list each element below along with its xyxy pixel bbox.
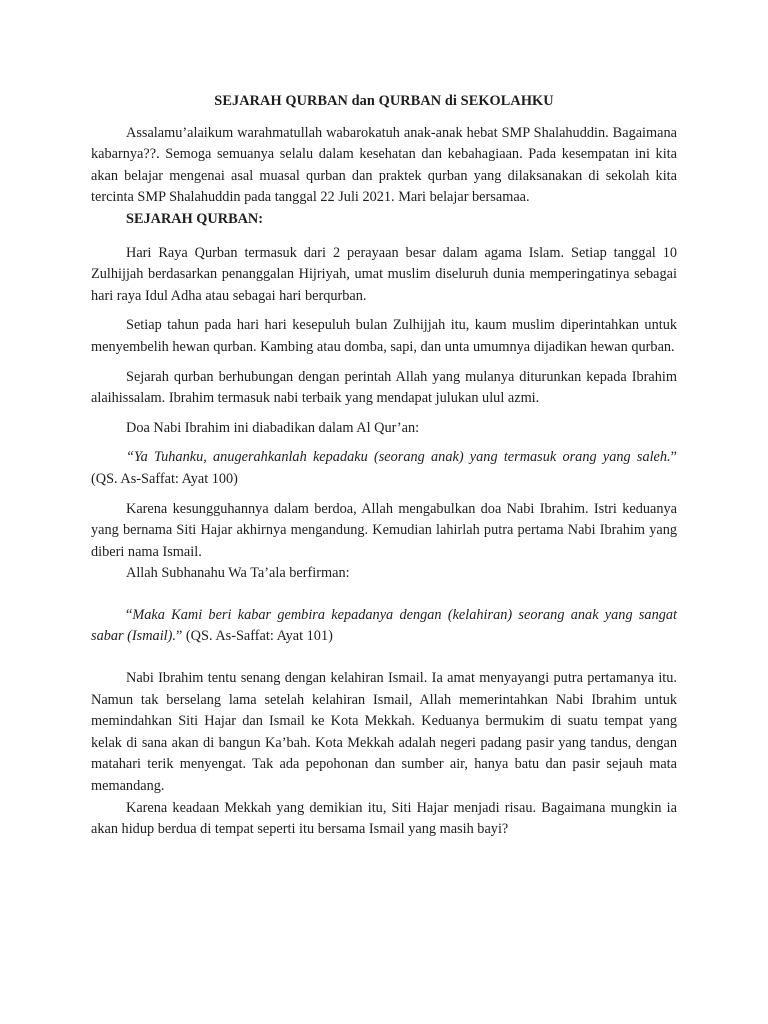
- quote-1-text: “Ya Tuhanku, anugerahkanlah kepadaku (seorang anak) yang termasuk orang yang saleh.: [126, 449, 671, 466]
- quote-2: [91, 605, 677, 648]
- paragraph-3: Sejarah qurban berhubungan dengan perintah Allah yang mulanya diturunkan kepada Ibrahim alaihissalam. Ibrahim termasuk nabi terbaik yang mendapat julukan ulul azmi.: [91, 368, 677, 407]
- intro-paragraph: Assalamu’alaikum warahmatullah wabarokatuh anak-anak hebat SMP Shalahuddin. Bagaimana kabarnya??. Semoga semuanya selalu dalam kesehatan dan kebahagiaan. Pada kesempatan ini kita akan belajar mengenai asal muasal qurban dan praktek qurban yang dilaksanakan di sekolah kita tercinta SMP Shalahuddin pada tanggal 22 Juli 2021. Mari belajar bersamaa.: [91, 124, 677, 206]
- quote-2-text: Maka Kami beri kabar gembira kepadanya dengan (kelahiran) seorang anak yang sangat sabar (Ismail).: [91, 606, 677, 645]
- quote-2-reference: ” (QS. As-Saffat: Ayat 101): [176, 628, 333, 645]
- paragraph-2: Setiap tahun pada hari hari kesepuluh bulan Zulhijjah itu, kaum muslim diperintahkan untuk menyembelih hewan qurban. Kambing atau domba, sapi, dan unta umumnya dijadikan hewan qurban.: [91, 317, 677, 355]
- paragraph-7: Nabi Ibrahim tentu senang dengan kelahiran Ismail. Ia amat menyayangi putra pertamanya itu. Namun tak berselang lama setelah kelahiran Ismail, Allah memerintahkan Nabi Ibrahim untuk memindahkan Siti Hajar dan Ismail ke Kota Mekkah. Keduanya bermukim di suatu tempat yang kelak di sana akan di bangun Ka’bah. Kota Mekkah adalah negeri padang pasir yang tandus, dengan matahari terik menyengat. Tak ada pepohonan dan sumber air, hanya batu dan pasir sejauh mata memandang.: [91, 670, 677, 795]
- quote-2-open-mark: “: [126, 606, 133, 623]
- section-heading: SEJARAH QURBAN:: [126, 210, 264, 227]
- paragraph-5: Karena kesungguhannya dalam berdoa, Allah mengabulkan doa Nabi Ibrahim. Istri keduanya yang bernama Siti Hajar akhirnya mengandung. Kemudian lahirlah putra pertama Nabi Ibrahim yang diberi nama Ismail.: [91, 500, 677, 560]
- paragraph-8: Karena keadaan Mekkah yang demikian itu, Siti Hajar menjadi risau. Bagaimana mungkin ia akan hidup berdua di tempat seperti itu bersama Ismail yang masih bayi?: [91, 799, 677, 838]
- paragraph-6: Allah Subhanahu Wa Ta’ala berfirman:: [126, 565, 350, 582]
- document-body: [91, 91, 677, 841]
- paragraph-1: Hari Raya Qurban termasuk dari 2 perayaan besar dalam agama Islam. Setiap tanggal 10 Zulhijjah berdasarkan penanggalan Hijriyah, umat muslim diseluruh dunia memperingatinya sebagai hari raya Idul Adha atau sebagai hari berqurban.: [91, 244, 677, 304]
- document-title: SEJARAH QURBAN dan QURBAN di SEKOLAHKU: [214, 93, 554, 109]
- paragraph-4: Doa Nabi Ibrahim ini diabadikan dalam Al Qur’an:: [126, 419, 420, 436]
- quote-1-reference: ” (QS. As-Saffat: Ayat 100): [91, 449, 677, 487]
- quote-1: [91, 447, 677, 490]
